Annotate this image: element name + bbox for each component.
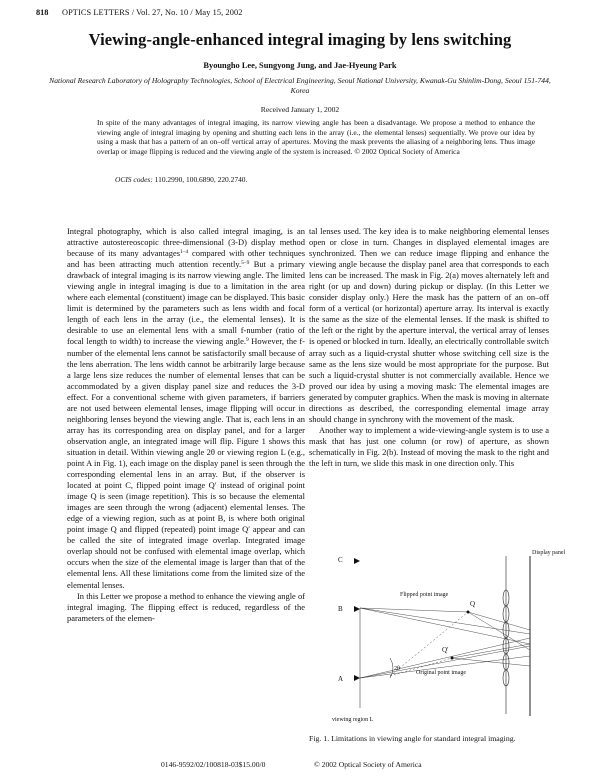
label-qp: Q′ [442, 646, 449, 654]
journal-citation: OPTICS LETTERS / Vol. 27, No. 10 / May 15, 2002 [62, 8, 243, 17]
citation-ref: 1–4 [180, 249, 189, 256]
page-number: 818 [36, 8, 49, 17]
copyright-line: © 2002 Optical Society of America [314, 760, 422, 769]
paragraph: Another way to implement a wide-viewing-angle system is to use a mask that has just one column (or row) of aperture, as shown schematically in Fig. 2(b). Instead of moving the mask to the right and the left in turn, we slide this mask in one direction only. This [309, 424, 549, 468]
citation-ref: 5–9 [241, 260, 250, 267]
ocis-label: OCIS codes: [115, 175, 153, 184]
observer-c [354, 558, 360, 564]
label-display: Display panel [532, 550, 566, 556]
figure-1-diagram [330, 546, 570, 734]
label-c: C [338, 556, 343, 564]
angle-arc [390, 658, 393, 678]
label-a: A [338, 675, 344, 683]
figure-caption: Fig. 1. Limitations in viewing angle for standard integral imaging. [309, 734, 516, 743]
left-column [67, 226, 305, 624]
received-date: Received January 1, 2002 [260, 105, 340, 114]
label-theta: 2θ [394, 666, 400, 672]
right-column [309, 226, 549, 469]
author-list: Byoungho Lee, Sungyong Jung, and Jae-Hyeung Park [203, 61, 397, 70]
point-qp [451, 657, 454, 660]
point-q [467, 611, 470, 614]
observer-b [354, 606, 360, 612]
label-q: Q [470, 600, 476, 608]
label-original: Original point image [416, 670, 466, 676]
running-header [36, 8, 564, 20]
observer-markers [354, 558, 470, 681]
label-b: B [338, 605, 343, 613]
abstract: In spite of the many advantages of integral imaging, its narrow viewing angle has been a disadvantage. We propose a method to enhance the viewing angle of integral imaging by opening and shutting each lens in the array (i.e., the elemental lenses) sequentially. We prove our idea by using a mask that has a pattern of an on–off vertical array of apertures. Moving the mask prevents the aliasing of a neighboring lens. Thus image overlap or image flipping is reduced and the viewing angle of the system is increased. © 2002 Optical Society of America [97, 118, 535, 156]
paragraph: Integral photography, which is also called integral imaging, is an attractive autostereoscopic three-dimensional (3-D) display method because of its many advantages$^{1-4}$ compared with other techniques and has been attracting much attention recently.$^{5-9}$ But a primary drawback of integral imaging is its narrow viewing angle. The limited viewing angle in integral imaging is due to a limitation in the area where each elemental (constituent) image can be displayed. This basic limit is determined by the parameters such as lens width and focal length of each lens in the array (i.e., the elemental lenses). It is desirable to use an elemental lens with a small f-number (ratio of focal length to width) to increase the viewing angle.$^9$ However, the f-number of the elemental lens cannot be satisfactorily small because of the lens aberration. The lens width cannot be arbitrarily large because a large lens size reduces the number of elemental lenses that can be accommodated by a given display panel size and reduces the 3-D effect. For a conventional scheme with given parameters, if barriers are not used between elemental lenses, image flipping will occur in neighboring lenses beyond the viewing angle. That is, each lens in an array has its corresponding area on display panel, and for a larger observation angle, an integrated image will flip. Figure 1 shows this situation in detail. Within viewing angle 2θ or viewing region L (e.g., point A in Fig. 1), each image on the display panel is seen through the corresponding elemental lens in an array. But, if the observer is located at point C, flipped point image Q′ instead of original point image Q is seen (image repetition). This is so because the elemental images are seen through the wrong (adjacent) elemental lenses. The edge of a viewing region, such as at point B, is where both original point image Q and flipped (repeated) point image Q′ appear and can be called the site of integrated image overlap. Integrated image overlap should not be confused with elemental image overlap, which occurs when the size of the elemental image is larger than that of the elemental lens. All these limitations come from the limited size of the elemental lenses. [67, 226, 305, 590]
ray-lines [360, 608, 530, 678]
paragraph: tal lenses used. The key idea is to make neighboring elemental lenses open or close in turn. Changes in displayed elemental images are synchronized. Then we can reduce image flipping and enhance the viewing angle because the display panel area that corresponds to each lens can be increased. The mask in Fig. 2(a) moves alternately left and right (or up and down) during pickup or display. (In this Letter we consider display only.) Here the mask has the pattern of an on–off form of a vertical (or horizontal) aperture array. Its interval is exactly the same as the size of the elemental lenses. If the mask is shifted to the left or the right by the aperture interval, the vertical array of lenses is opened or blocked in turn. Ideally, an electrically controllable switch array such as a liquid-crystal shutter whose switching cell size is the same as the lens size would be most appropriate for the purpose. But such a liquid-crystal shutter is not commercially available. Hence we proved our idea by using a moving mask: The elemental images are generated by computer graphics. When the mask is moving in alternate directions as described, the corresponding elemental image array should change in synchrony with the movement of the mask. [309, 226, 550, 424]
ocis-codes [115, 175, 247, 184]
citation-ref: 9 [245, 337, 249, 344]
issn-line: 0146-9592/02/100818-03$15.00/0 [161, 760, 266, 769]
affiliation: National Research Laboratory of Holography Technologies, School of Electrical Engineering, Seoul National University, Kwanak-Gu Shinlim-Dong, Seoul 151-744, Korea [49, 76, 551, 95]
label-region: viewing region L [332, 717, 374, 723]
paragraph: In this Letter we propose a method to enhance the viewing angle of integral imaging. The flipping effect is reduced, regardless of the parameters of the elemen- [67, 590, 305, 623]
ocis-values: 110.2990, 100.6890, 220.2740. [154, 175, 248, 184]
observer-a [354, 675, 360, 681]
label-flipped: Flipped point image [400, 592, 449, 598]
paper-title: Viewing-angle-enhanced integral imaging by lens switching [88, 30, 512, 49]
